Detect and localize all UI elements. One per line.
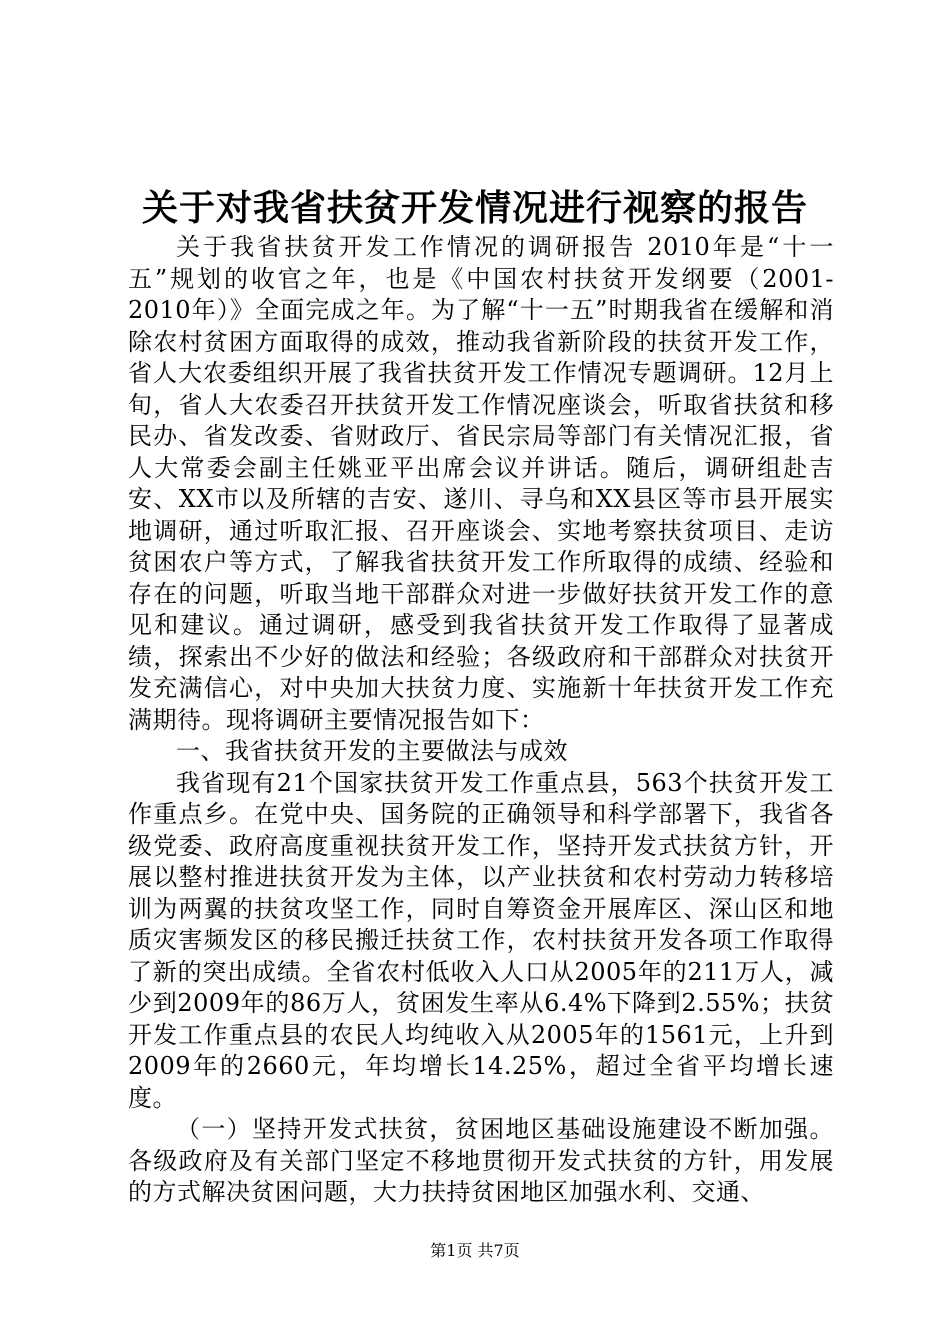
section-heading: 一、我省扶贫开发的主要做法与成效 <box>176 737 568 765</box>
intro-paragraph: 关于我省扶贫开发工作情况的调研报告 2010年是“十一五”规划的收官之年，也是《中国农村扶贫开发纲要（2001-2010年）》全面完成之年。为了解“十一五”时期我省在缓解和消除农村贫困方面取得的成效，推动我省新阶段的扶贫开发工作，省人大农委组织开展了我省扶贫开发工作情况专题调研。12月上旬，省人大农委召开扶贫开发工作情况座谈会，听取省扶贫和移民办、省发改委、省财政厅、省民宗局等部门有关情况汇报，省人大常委会副主任姚亚平出席会议并讲话。随后，调研组赴吉安、XX市以及所辖的吉安、遂川、寻乌和XX县区等市县开展实地调研，通过听取汇报、召开座谈会、实地考察扶贫项目、走访贫困农户等方式，了解我省扶贫开发工作所取得的成绩、经验和存在的问题，听取当地干部群众对进一步做好扶贫开发工作的意见和建议。通过调研，感受到我省扶贫开发工作取得了显著成绩，探索出不少好的做法和经验；各级政府和干部群众对扶贫开发充满信心，对中央加大扶贫力度、实施新十年扶贫开发工作充满期待。现将调研主要情况报告如下： <box>128 233 834 734</box>
document-body <box>128 232 834 1209</box>
document-title: 关于对我省扶贫开发情况进行视察的报告 <box>141 187 808 229</box>
page-number-footer: 第1页 共7页 <box>430 1241 520 1260</box>
subsection-paragraph: （一）坚持开发式扶贫，贫困地区基础设施建设不断加强。各级政府及有关部门坚定不移地贯彻开发式扶贫的方针，用发展的方式解决贫困问题，大力扶持贫困地区加强水利、交通、 <box>128 1115 834 1206</box>
overview-paragraph: 我省现有21个国家扶贫开发工作重点县，563个扶贫开发工作重点乡。在党中央、国务院的正确领导和科学部署下，我省各级党委、政府高度重视扶贫开发工作，坚持开发式扶贫方针，开展以整村推进扶贫开发为主体，以产业扶贫和农村劳动力转移培训为两翼的扶贫攻坚工作，同时自筹资金开展库区、深山区和地质灾害频发区的移民搬迁扶贫工作，农村扶贫开发各项工作取得了新的突出成绩。全省农村低收入人口从2005年的211万人，减少到2009年的86万人，贫困发生率从6.4%下降到2.55%；扶贫开发工作重点县的农民人均纯收入从2005年的1561元，上升到2009年的2660元，年均增长14.25%，超过全省平均增长速度。 <box>128 768 834 1112</box>
